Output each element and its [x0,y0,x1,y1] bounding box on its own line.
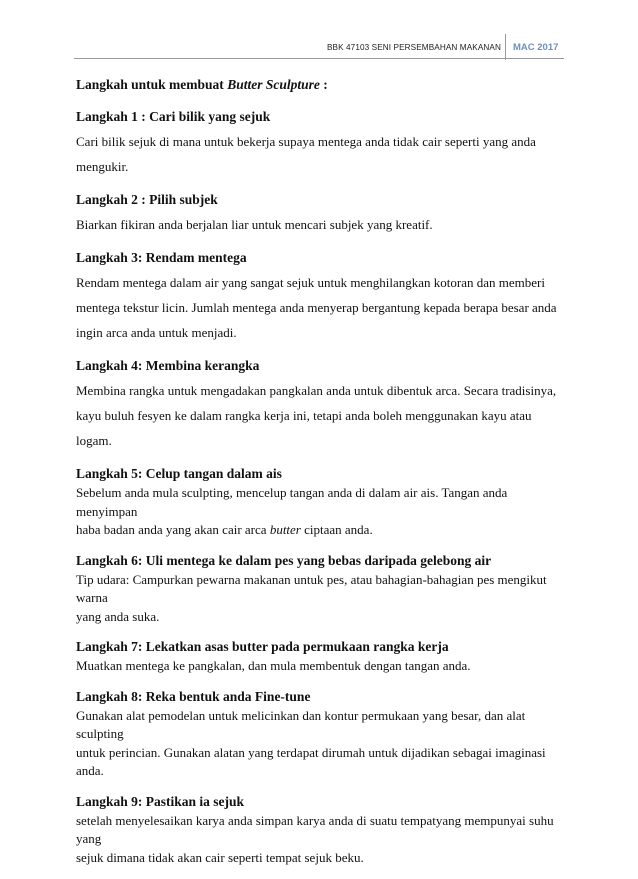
step-5 [76,465,566,540]
step-text: Membina rangka untuk mengadakan pangkalan anda untuk dibentuk arca. Secara tradisinya, kayu buluh fesyen ke dalam rangka kerja ini, tetapi anda boleh menggunakan kayu atau logam. [76,383,557,448]
step-text: Tip udara: Campurkan pewarna makanan untuk pes, atau bahagian-bahagian pes mengikut warna yang anda suka. [76,571,547,624]
header-rule [74,58,564,59]
step-text: Muatkan mentega ke pangkalan, dan mula membentuk dengan tangan anda. [76,658,471,673]
step-text: Cari bilik sejuk di mana untuk bekerja supaya mentega anda tidak cair seperti yang anda mengukir. [76,134,536,174]
document-title [76,76,566,94]
step-text: Sebelum anda mula sculpting, mencelup tangan anda di dalam air ais. Tangan anda menyimpan haba badan anda yang akan cair arca butter ciptaan anda. [76,485,508,537]
step-1 [76,108,566,179]
step-2 [76,191,566,237]
step-heading: Langkah 8: Reka bentuk anda Fine-tune [76,688,311,704]
step-text: Gunakan alat pemodelan untuk melicinkan dan kontur permukaan yang besar, dan alat sculpting untuk perincian. Gunakan alatan yang terdapat dirumah untuk dijadikan sebagai imaginasi anda. [76,707,546,778]
step-heading: Langkah 2 : Pilih subjek [76,192,218,207]
step-heading: Langkah 1 : Cari bilik yang sejuk [76,109,271,124]
title-prefix: Langkah untuk membuat [76,77,228,92]
step-heading: Langkah 5: Celup tangan dalam ais [76,466,282,481]
step-8 [76,688,566,781]
header-date: MAC 2017 [513,42,559,53]
step-text: Biarkan fikiran anda berjalan liar untuk mencari subjek yang kreatif. [76,217,433,232]
header-divider [505,34,506,60]
step-heading: Langkah 4: Membina kerangka [76,358,260,373]
title-emphasis: Butter Sculpture [227,77,320,92]
document-body [76,76,566,879]
step-text: setelah menyelesaikan karya anda simpan karya anda di suatu tempatyang mempunyai suhu yang sejuk dimana tidak akan cair seperti tempat sejuk beku. [76,812,554,865]
step-4 [76,357,566,453]
step-text: Rendam mentega dalam air yang sangat sejuk untuk menghilangkan kotoran dan memberi mentega tekstur licin. Jumlah mentega anda menyerap bergantung kepada berapa besar anda ingin arca anda untuk menjadi. [76,275,557,340]
step-3 [76,249,566,345]
step-6 [76,552,566,627]
step-heading: Langkah 7: Lekatkan asas butter pada permukaan rangka kerja [76,639,449,654]
step-9 [76,793,566,868]
page-header [0,34,638,60]
step-heading: Langkah 3: Rendam mentega [76,250,247,265]
step-heading: Langkah 9: Pastikan ia sejuk [76,793,245,809]
title-suffix: : [319,77,328,92]
course-code: BBK 47103 SENI PERSEMBAHAN MAKANAN [326,43,501,52]
step-7 [76,638,566,676]
step-heading: Langkah 6: Uli mentega ke dalam pes yang bebas daripada gelebong air [76,552,492,568]
